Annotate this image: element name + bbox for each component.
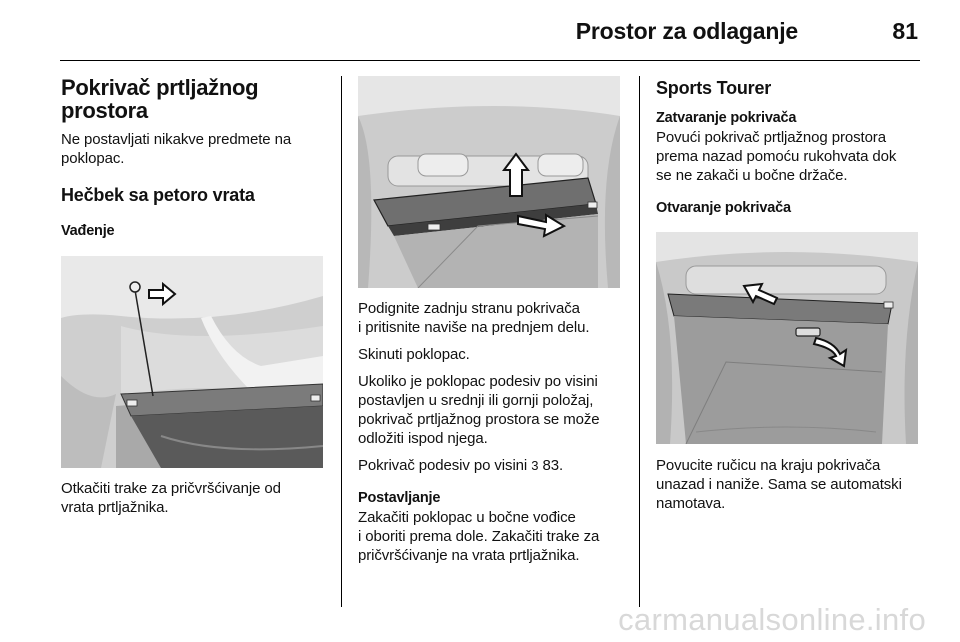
lift-paragraph: Podignite zadnju stranu pokrivača i pritisnite naviše na prednjem delu.: [358, 300, 590, 336]
section-title: Pokrivač prtljažnog prostora: [61, 75, 259, 123]
column-divider-1: [341, 76, 342, 607]
tailgate-strap-illustration: [61, 256, 323, 468]
closing-heading: Zatvaranje pokrivača: [656, 110, 797, 126]
installation-paragraph: Zakačiti poklopac u bočne vođice i oboriti prema dole. Zakačiti trake za pričvršćivanje na vrata prtljažnika.: [358, 509, 600, 564]
header-rule: [60, 60, 920, 61]
hatchback-heading: Hečbek sa petoro vrata: [61, 185, 255, 205]
cover-lift-illustration: [358, 76, 620, 288]
intro-text: Ne postavljati nikakve predmete na poklopac.: [61, 131, 292, 167]
opening-heading: Otvaranje pokrivača: [656, 200, 791, 216]
cross-reference: Pokrivač podesiv po visini 3 83.: [358, 457, 564, 474]
column-divider-2: [639, 76, 640, 607]
removal-caption: Otkačiti trake za pričvršćivanje od vrata prtljažnika.: [61, 480, 281, 516]
column-3: [656, 76, 922, 513]
remove-paragraph: Skinuti poklopac.: [358, 346, 470, 363]
opening-caption: Povucite ručicu na kraju pokrivača unazad i naniže. Sama se automatski namotava.: [656, 457, 902, 512]
page-reference-link[interactable]: 83.: [542, 457, 564, 474]
watermark: carmanualsonline.info: [618, 602, 926, 637]
page-number: 81: [892, 18, 918, 44]
column-2: [358, 76, 624, 565]
page-header-title: Prostor za odlaganje: [575, 18, 798, 44]
installation-heading: Postavljanje: [358, 490, 441, 506]
cover-open-illustration: [656, 232, 918, 444]
closing-paragraph: Povući pokrivač prtljažnog prostora prema nazad pomoću rukohvata dok se ne zakači u bočne držače.: [656, 129, 897, 184]
page-reference-icon: 3: [531, 458, 539, 473]
sports-tourer-heading: Sports Tourer: [656, 78, 772, 98]
removal-heading: Vađenje: [61, 223, 115, 239]
height-adjust-paragraph: Ukoliko je poklopac podesiv po visini postavljen u srednji ili gornji položaj, pokrivač prtljažnog prostora se može odložiti ispod njega.: [358, 373, 600, 447]
column-1: [61, 76, 327, 517]
